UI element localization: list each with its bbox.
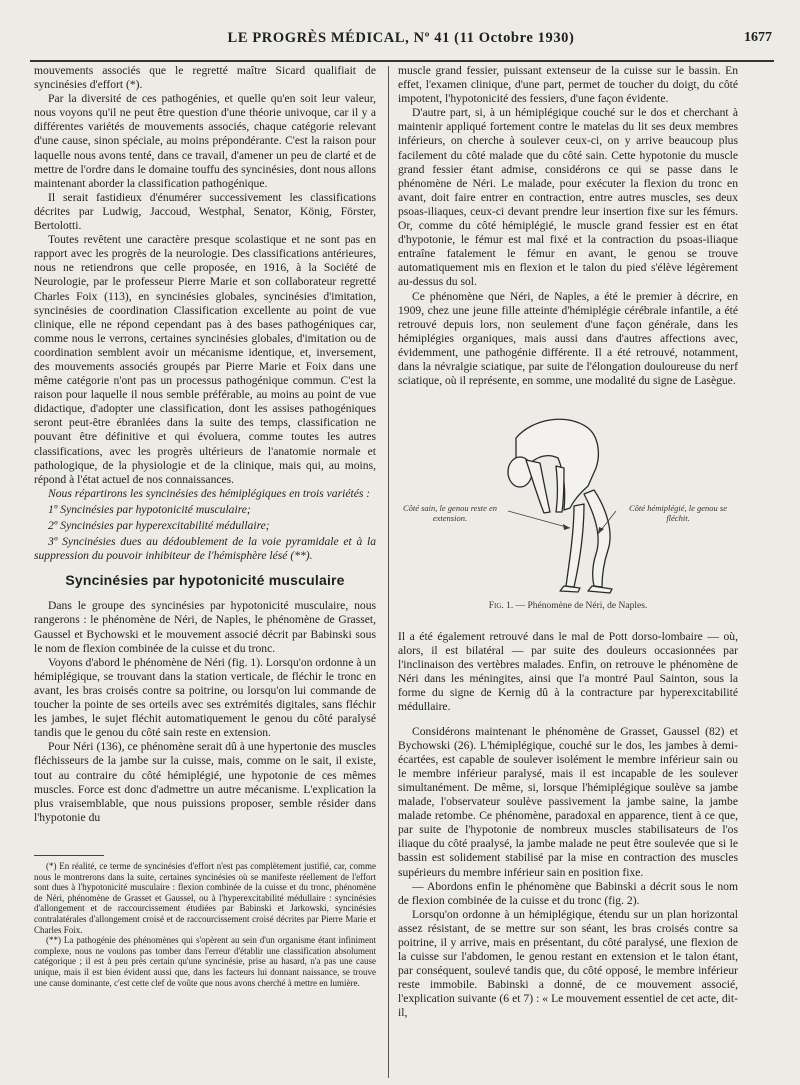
list-item: 2º Syncinésies par hyperexcitabilité médullaire; [48,519,270,532]
paragraph: Lorsqu'on ordonne à un hémiplégique, étendu sur un plan horizontal assez résistant, de se mettre sur son séant, les bras croisés contre sa poitrine, il y arrive, mais en présentant, du côté paralysé, une flexion de la cuisse sur l'abdomen, le genou restant en extension et le talon étant, par conséquent, soulevé tandis que, du côté opposé, le membre inférieur reste immobile. Babinski a donné, de ce mouvement associé, l'explication suivante (6 et 7) : « Le mouvement essentiel de cet acte, dit-il, [398,907,738,1020]
paragraph: Pour Néri (136), ce phénomène serait dû à une hypertonie des muscles fléchisseurs de la jambe sur la cuisse, mais, comme on le sait, il existe, tout au contraire du côté hémiplégié, une hypotonie de ces mêmes muscles. Force est donc d'admettre un autre mécanisme. L'explication la plus vraisemblable, que nous puissions proposer, semble résider dans l'hypotonie du [34,740,376,824]
right-column-upper [398,64,738,388]
figure-label-right: Côté hémiplégié, le genou se fléchit. [629,503,727,523]
figure-number: Fig. 1. [488,601,514,611]
paragraph: Par la diversité de ces pathogénies, et quelle qu'en soit leur valeur, nous voyons qu'il ne peut être question d'une théorie univoque, car il y a différentes variétés de mouvements associés, chaque catégorie relevant d'une cause, sinon spéciale, au moins prépondérante. C'est la raison pour laquelle nous avons tenté, dans ce travail, d'amener un peu de clarté et de mettre de l'ordre dans le domaine touffu des syncinésies, dont nous allons maintenant aborder la classification pathogénique. [34,92,376,190]
column-divider [388,66,389,1078]
figure-1 [398,408,738,623]
list-item: 1º Syncinésies par hypotonicité musculaire; [48,502,251,516]
paragraph: — Abordons enfin le phénomène que Babinski a décrit sous le nom de flexion combinée de la cuisse et du tronc (fig. 2). [398,879,738,907]
right-column-lower [398,630,738,1021]
paragraph: Dans le groupe des syncinésies par hypotonicité musculaire, nous rangerons : le phénomène de Néri, de Naples, le phénomène de Grasset, Gaussel et Bychowski et le mouvement associé décrit par Babinski sous le nom de flexion combinée de la cuisse et du tronc. [34,599,376,655]
left-column [34,64,376,825]
paragraph: Il a été également retrouvé dans le mal de Pott dorso-lombaire — où, alors, il est bilatéral — par suite des douleurs occasionnées par l'inclinaison des vertèbres malades. Enfin, on retrouve le phénomène de Néri dans les méningites, ainsi que l'a montré Paul Sainton, sous la forme du signe de Kernig dû à la contracture par hyperexcitabilité médullaire. [398,630,738,714]
paragraph: Ce phénomène que Néri, de Naples, a été le premier à décrire, en 1909, chez une jeune fille atteinte d'hémiplégie cérébrale infantile, a été retrouvé depuis lors, non seulement d'une façon générale, dans les hémiplégies organiques, mais aussi dans d'autres affections avec, évidemment, une pathogénie différente. Il a été retrouvé, notamment, dans la névralgie sciatique, par suite de l'élongation douloureuse du nerf sciatique, où il représente, en somme, une modalité du signe de Lasègue. [398,289,738,388]
figure-label-left: Côté sain, le genou reste en extension. [402,503,498,523]
paragraph: D'autre part, si, à un hémiplégique couché sur le dos et cherchant à maintenir appliqué fortement contre le matelas du lit ses deux membres inférieurs, on cherche à soulever ceux-ci, on y arrive beaucoup plus facilement du côté malade que du côté sain. Cette hypotonie du muscle grand fessier étant admise, considérons ce qui se passe dans le phénomène de Néri. Le malade, pour exécuter la flexion du tronc en avant, doit faire entrer en contraction, entre autres muscles, ses deux psoas-iliaques, ceux-ci devant prendre leur insertion fixe sur les fémurs. Or, comme du côté hémiplégié, le muscle grand fessier est en état d'hypotonie, le fémur est mal fixé et la contraction du psoas-iliaque entraîne fatalement le fémur en avant, le genou se trouve automatiquement mis en flexion et le talon du pied s'élève légèrement au-dessus du sol. [398,106,738,289]
running-header [30,22,772,62]
paragraph: Voyons d'abord le phénomène de Néri (fig. 1). Lorsqu'on ordonne à un hémiplégique, se trouvant dans la station verticale, de fléchir le tronc en avant, les bras croisés contre sa poitrine, ou lorsqu'on lui commande de toucher la pointe de ses orteils avec ses extrémités digitales, sans fléchir les jambes, le sujet fléchit automatiquement le genou du côté paralysé tandis que le genou du côté sain reste en extension. [34,655,376,740]
paragraph: Il serait fastidieux d'énumérer successivement les classifications décrites par Ludwig, Jaccoud, Westphal, Senator, König, Förster, Bertolotti. [34,190,376,233]
figure-caption-text: — Phénomène de Néri, de Naples. [515,601,648,611]
paragraph: Toutes revêtent une caractère presque scolastique et ne sont pas en rapport avec les progrès de la neurologie. Des classifications antérieures, nous ne retiendrons que celle proposée, en 1916, à la Société de Neurologie, par le professeur Pierre Marie et son collaborateur regretté Charles Foix (113), en syncinésies globales, syncinésies d'imitation, syncinésies de coordination Classification excellente au point de vue clinique, elle ne répond cependant pas à des bases pathogéniques car, comme nous le verrons, certaines syncinésies globales, d'imitation ou de coordination semblent avoir un mécanisme identique, et, inversement, des mouvements associés groupés par Pierre Marie et Foix dans une même catégorie n'ont pas un processus pathogénique commun. C'est la raison pour laquelle il nous semble préférable, au moins au point de vue didactique, d'adopter une classification, dont les assises pathogéniques seront peut-être ébranlées dans la suite des temps, classification ne pouvant être définitive et qui évoluera, comme toutes les autres classifications, avec les progrès ultérieurs de l'anatomie normale et pathologique, de la physiologie et de la clinique, mais qui, au moins, répond à l'état actuel de nos connaissances. [34,233,376,486]
footnote: (**) La pathogénie des phénomènes qui s'opèrent au sein d'un organisme étant infiniment complexe, nous ne voulons pas tomber dans l'erreur d'établir une classification absolument catégorique ; il est à peu près certain qu'une syncinésie, prise au hasard, n'a pas une cause unique, mais il est bien évident aussi que, dans les facteurs lui donnant naissance, se trouve une cause dominante, c'est cette clef de voûte que nous avons cherché à mettre en lumière. [34,935,376,988]
journal-title: LE PROGRÈS MÉDICAL, Nº 41 (11 Octobre 1930) [227,30,575,46]
paragraph: mouvements associés que le regretté maître Sicard qualifiait de syncinésies d'effort (*). [34,64,376,92]
section-heading: Syncinésies par hypotonicité musculaire [65,572,345,589]
footnote: (*) En réalité, ce terme de syncinésies d'effort n'est pas complètement justifié, car, comme nous le montrerons dans la suite, certaines syncinésies où se manifeste réellement de l'effort sont dues à l'hypotonicité musculaire : flexion combinée de la cuisse et du tronc, phénomène de Néri, phénomène de Grasset et Gaussel, ou à l'hyperexcitabilité médullaire : syncinésies d'allongement et de raccourcissement étudiées par Babinski et Jarkowski, syncinésies contralatérales d'allongement croisé et de raccourcissement croisé décrites par Pierre Marie et Charles Foix. [34,861,376,935]
list-item: 3º Syncinésies dues au dédoublement de la voie pyramidale et à la suppression du pouvoir inhibiteur de l'hémisphère lésé (**). [34,535,376,563]
header-rule [30,60,774,62]
paragraph: Considérons maintenant le phénomène de Grasset, Gaussel (82) et Bychowski (26). L'hémiplégique, couché sur le dos, les jambes à demi-écartées, est capable de soulever isolément le membre inférieur sain ou le membre inférieur paralysé, mais il est incapable de les soulever simultanément. De même, si, lorsque l'hémiplégique soulève sa jambe malade, l'observateur soulève passivement la jambe saine, la jambe malade retombe. Ce phénomène, paradoxal en apparence, tient à ce que, par suite de l'hypotonie de nombreux muscles stabilisateurs de l'os iliaque du côté praalysé, la jambe malade ne peut être soulevée que si le bassin est solidement stabilisé par la mise en contraction des muscles supérieurs du membre inférieur sain en position fixe. [398,724,738,879]
figure-caption [398,601,738,611]
paragraph: muscle grand fessier, puissant extenseur de la cuisse sur le bassin. En effet, l'examen clinique, d'une part, permet de toucher du doigt, du côté impotent, l'hypotonicité des fessiers, d'une façon évidente. [398,64,738,106]
page-number: 1677 [744,30,772,45]
paragraph: Nous répartirons les syncinésies des hémiplégiques en trois variétés : [48,486,371,500]
footnotes [34,855,376,988]
footnote-rule [34,855,104,856]
